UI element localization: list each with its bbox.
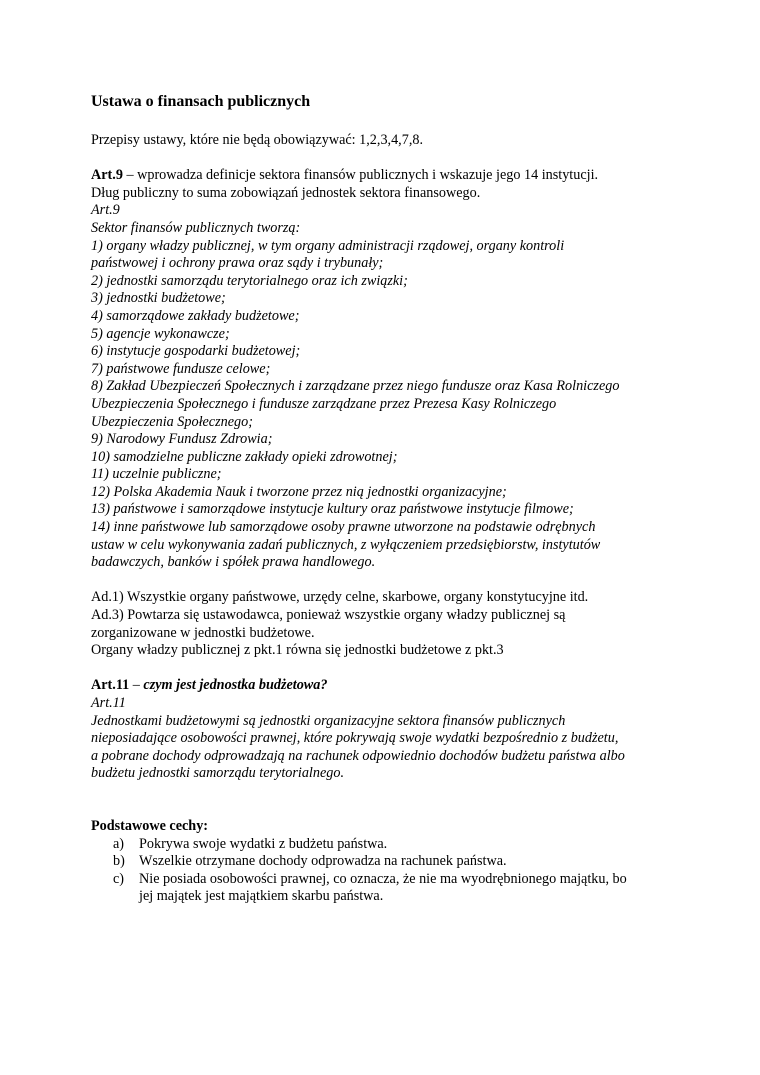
art9-item-line: Ubezpieczenia Społecznego; [91,413,253,430]
feature-text [139,853,681,871]
art11-heading-line [91,677,681,695]
art11-quote-line: nieposiadające osobowości prawnej, które pokrywają swoje wydatki bezpośrednio z budżetu, [91,730,619,747]
art9-item-line: Ubezpieczenia Społecznego i fundusze zarządzane przez Prezesa Kasy Rolniczego [91,395,557,412]
art9-item-line: 8) Zakład Ubezpieczeń Społecznych i zarządzane przez niego fundusze oraz Kasa Rolniczego [91,378,620,395]
art9-item-line: 7) państwowe fundusze celowe; [91,360,271,377]
art11-quote-heading: Art.11 [91,695,126,711]
art9-item-line: 6) instytucje gospodarki budżetowej; [91,343,301,360]
intro-paragraph: Przepisy ustawy, które nie będą obowiązywać: 1,2,3,4,7,8. [91,132,424,148]
art9-item-line: 14) inne państwowe lub samorządowe osoby prawne utworzone na podstawie odrębnych [91,519,596,536]
art11-dash: – [129,677,144,694]
art9-item-line: 3) jednostki budżetowe; [91,290,226,307]
feature-line: Nie posiada osobowości prawnej, co oznacza, że nie ma wyodrębnionego majątku, bo [139,870,627,887]
feature-text [139,871,681,906]
features-heading: Podstawowe cechy: [91,817,209,834]
art9-item-line: 9) Narodowy Fundusz Zdrowia; [91,431,273,448]
note-line: Ad.1) Wszystkie organy państwowe, urzędy celne, skarbowe, organy konstytucyjne itd. [91,589,589,606]
feature-line: Pokrywa swoje wydatki z budżetu państwa. [139,835,388,852]
art9-item-line: 12) Polska Akademia Nauk i tworzone przez nią jednostki organizacyjne; [91,483,507,500]
art9-item-line: 11) uczelnie publiczne; [91,466,222,483]
art9-heading: Art.9 [91,167,123,184]
art9-quote-intro: Sektor finansów publicznych tworzą: [91,219,301,236]
feature-line: Wszelkie otrzymane dochody odprowadza na rachunek państwa. [139,853,507,870]
art9-item-line: 2) jednostki samorządu terytorialnego oraz ich związki; [91,272,408,289]
art9-item-line: 4) samorządowe zakłady budżetowe; [91,307,300,324]
art11-quote-line: Jednostkami budżetowymi są jednostki organizacyjne sektora finansów publicznych [91,712,566,729]
features-list [91,836,681,906]
art9-summary-line2: Dług publiczny to suma zobowiązań jednostek sektora finansowego. [91,184,481,201]
art11-heading: Art.11 [91,677,130,694]
feature-item [91,836,681,854]
note-line: Ad.3) Powtarza się ustawodawca, ponieważ wszystkie organy władzy publicznej są [91,607,566,624]
art11-quote-line: a pobrane dochody odprowadzają na rachunek odpowiednio dochodów budżetu państwa albo [91,747,625,764]
art9-item-line: 1) organy władzy publicznej, w tym organy administracji rządowej, organy kontroli [91,237,565,254]
art9-item-line: 5) agencje wykonawcze; [91,325,230,342]
document-body [91,92,681,906]
document-title: Ustawa o finansach publicznych [91,93,311,110]
feature-label: c) [113,870,125,887]
art9-item-line: państwowej i ochrony prawa oraz sądy i trybunały; [91,255,384,272]
art9-summary-text: – wprowadza definicje sektora finansów publicznych i wskazuje jego 14 instytucji. [122,167,599,184]
art9-item-line: badawczych, banków i spółek prawa handlowego. [91,554,376,571]
art9-item-line: ustaw w celu wykonywania zadań publicznych, z wyłączeniem przedsiębiorstw, instytutów [91,536,601,553]
feature-label: a) [113,835,125,852]
note-line: zorganizowane w jednostki budżetowe. [91,624,315,641]
feature-line: jej majątek jest majątkiem skarbu państwa. [139,888,384,905]
art11-question: czym jest jednostka budżetowa? [143,677,328,694]
feature-item [91,871,681,906]
feature-item [91,853,681,871]
art11-quote-line: budżetu jednostki samorządu terytorialnego. [91,765,344,782]
art9-item-line: 13) państwowe i samorządowe instytucje kultury oraz państwowe instytucje filmowe; [91,501,574,518]
feature-label: b) [113,853,125,870]
note-line: Organy władzy publicznej z pkt.1 równa się jednostki budżetowe z pkt.3 [91,642,504,659]
art9-item-line: 10) samodzielne publiczne zakłady opieki zdrowotnej; [91,448,398,465]
feature-text [139,836,681,854]
art9-summary [91,167,681,185]
art9-quote-heading: Art.9 [91,202,120,219]
